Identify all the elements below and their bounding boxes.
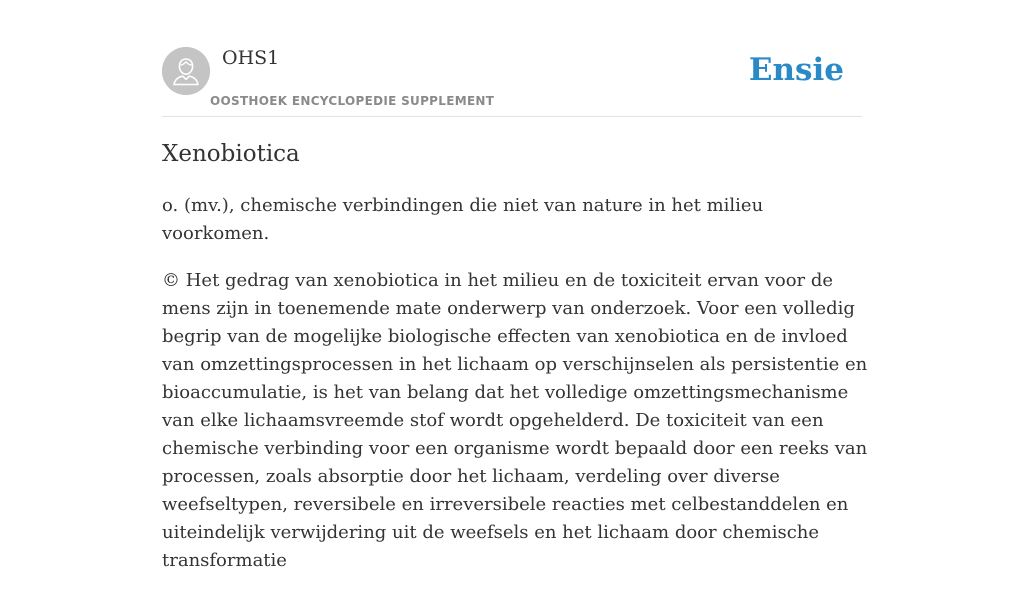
source-label[interactable]: OOSTHOEK ENCYCLOPEDIE SUPPLEMENT	[210, 94, 495, 108]
definition-paragraph: o. (mv.), chemische verbindingen die niet van nature in het milieu voorkomen.	[162, 195, 764, 244]
body-paragraph: © Het gedrag van xenobiotica in het milieu en de toxiciteit ervan voor de mens zijn in toenemende mate onderwerp van onderzoek. Voor een volledig begrip van de mogelijke biologische effecten van xenobiotica en de invloed van omzettingsprocessen in het lichaam op verschijnselen als persistentie en bioaccumulatie, is het van belang dat het volledige omzettingsmechanisme van elke lichaamsvreemde stof wordt opgehelderd. De toxiciteit van een chemische verbinding voor een organisme wordt bepaald door een reeks van processen, zoals absorptie door het lichaam, verdeling over diverse weefseltypen, reversibele en irreversibele reacties met celbestanddelen en uiteindelijk verwijdering uit de weefsels en het lichaam door chemische transformatie	[162, 270, 868, 571]
author-name[interactable]: OHS1	[222, 47, 280, 69]
article-header	[162, 0, 862, 117]
site-logo[interactable]: Ensie	[748, 52, 844, 88]
author-avatar[interactable]	[162, 47, 210, 95]
article-content	[162, 192, 872, 594]
article-title: Xenobiotica	[162, 141, 300, 167]
user-silhouette-icon	[162, 47, 210, 95]
